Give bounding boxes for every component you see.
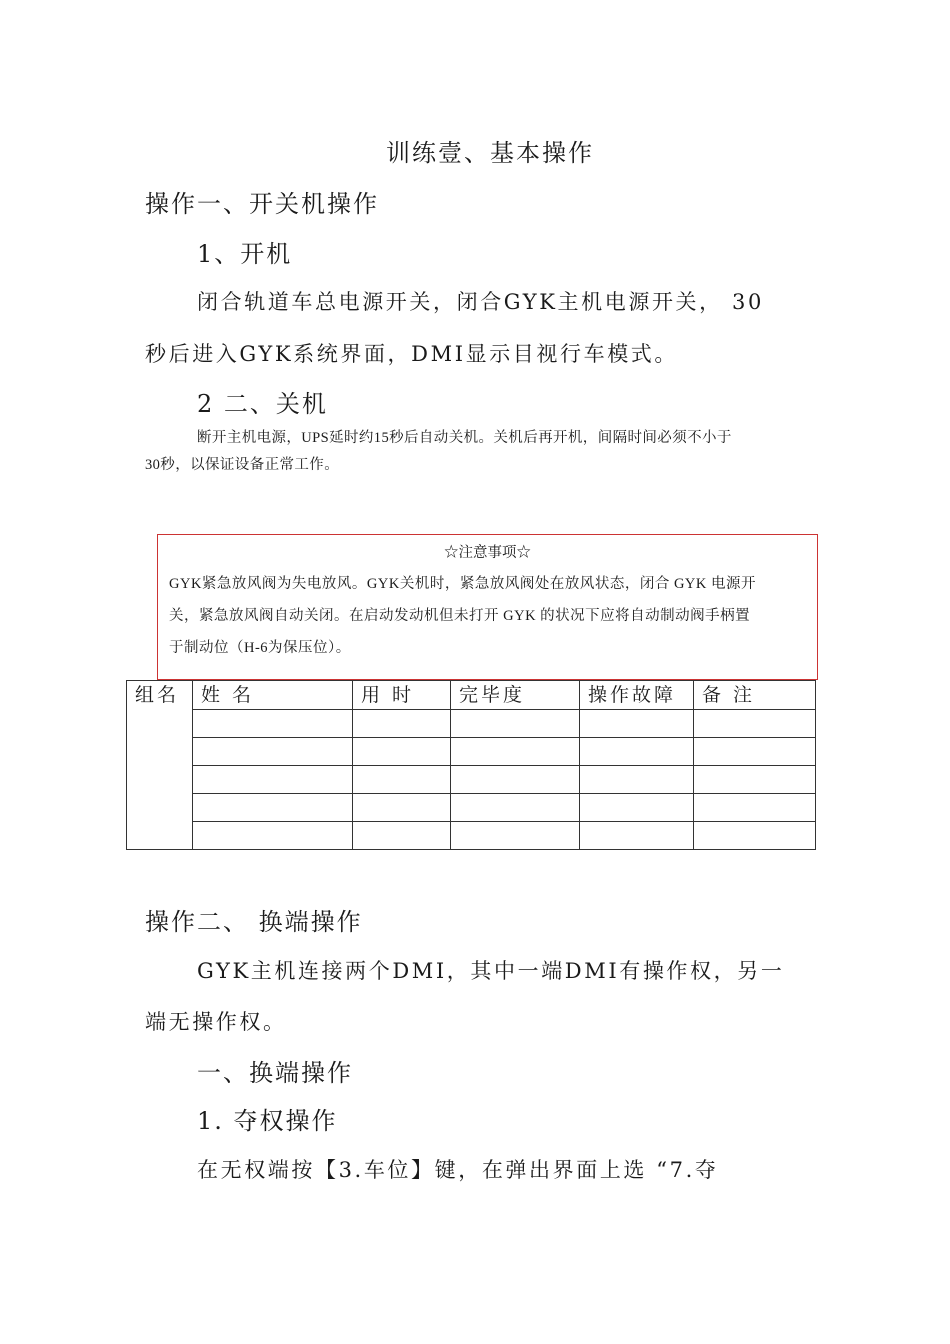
table-row (127, 766, 816, 794)
column-header-fault: 操作故障 (580, 681, 694, 710)
table-cell (353, 710, 451, 738)
table-row (127, 710, 816, 738)
paragraph-power-on-line-2: 秒后进入GYK系统界面，DMI显示目视行车模式。 (145, 342, 678, 366)
paragraph-power-off-line-1: 断开主机电源，UPS延时约15秒后自动关机。关机后再开机，间隔时间必须不小于 (197, 430, 732, 446)
paragraph-switch-end-line-2: 端无操作权。 (145, 1010, 287, 1034)
table-cell (580, 794, 694, 822)
table-cell (193, 710, 353, 738)
score-table (126, 680, 816, 850)
table-cell (451, 766, 580, 794)
subheading-take-control: 1. 夺权操作 (197, 1107, 338, 1135)
page-title: 训练壹、基本操作 (386, 139, 594, 167)
section-heading-power: 操作一、开关机操作 (145, 190, 379, 218)
table-cell (451, 794, 580, 822)
table-cell (580, 822, 694, 850)
column-header-remarks: 备 注 (694, 681, 816, 710)
paragraph-take-control-line-1: 在无权端按【3.车位】键，在弹出界面上选 “7.夺 (197, 1158, 719, 1182)
table-cell (694, 710, 816, 738)
column-header-completion: 完毕度 (451, 681, 580, 710)
table-cell (451, 822, 580, 850)
table-cell (451, 710, 580, 738)
table-cell (580, 766, 694, 794)
table-cell (193, 766, 353, 794)
table-header-row (127, 681, 816, 710)
paragraph-power-off-line-2: 30秒，以保证设备正常工作。 (145, 457, 340, 473)
subheading-switch-end: 一、换端操作 (197, 1059, 353, 1087)
table-cell (580, 710, 694, 738)
table-cell (451, 738, 580, 766)
table-cell (193, 822, 353, 850)
table-cell (694, 738, 816, 766)
notice-line-3: 于制动位（H-6为保压位）。 (169, 640, 351, 656)
paragraph-power-on-line-1: 闭合轨道车总电源开关，闭合GYK主机电源开关， 30 (197, 290, 764, 314)
column-header-time: 用 时 (353, 681, 451, 710)
paragraph-switch-end-line-1: GYK主机连接两个DMI，其中一端DMI有操作权，另一 (197, 959, 785, 983)
notice-line-1: GYK紧急放风阀为失电放风。GYK关机时，紧急放风阀处在放风状态，闭合 GYK 电源开 (169, 576, 756, 592)
subheading-power-on: 1、开机 (197, 240, 293, 268)
table-row (127, 822, 816, 850)
subheading-power-off: 2 二、关机 (197, 390, 328, 418)
table-cell (353, 822, 451, 850)
table-row (127, 738, 816, 766)
table-cell (694, 794, 816, 822)
column-header-group: 组名 (127, 681, 193, 850)
table-cell (353, 738, 451, 766)
table-cell (193, 794, 353, 822)
column-header-name: 姓 名 (193, 681, 353, 710)
notice-line-2: 关，紧急放风阀自动关闭。在启动发动机但未打开 GYK 的状况下应将自动制动阀手柄置 (169, 608, 751, 624)
table-cell (580, 738, 694, 766)
table-row (127, 794, 816, 822)
section-heading-switch-end: 操作二、 换端操作 (145, 908, 363, 936)
notice-title: ☆注意事项☆ (444, 545, 531, 561)
table-cell (694, 822, 816, 850)
table-cell (193, 738, 353, 766)
table-cell (353, 766, 451, 794)
notice-box (157, 534, 818, 680)
table-cell (694, 766, 816, 794)
table-cell (353, 794, 451, 822)
